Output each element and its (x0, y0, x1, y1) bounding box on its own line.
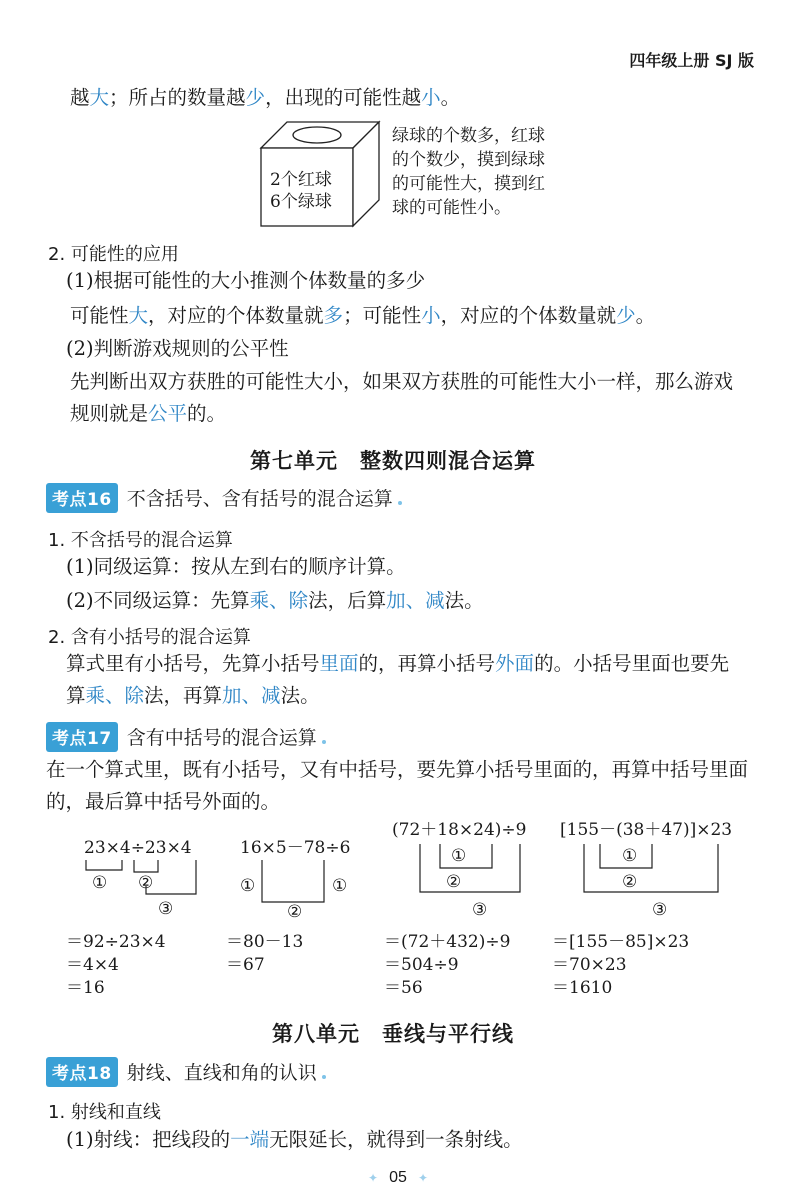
example-1-step-2: ＝4×4 (66, 955, 119, 975)
example-2-step-1: ＝80－13 (226, 932, 304, 952)
example-2-expression: 16×5－78÷6 (240, 838, 351, 858)
kp17-line2: 的，最后算中括号外面的。 (46, 790, 281, 813)
box-label-green: 6个绿球 (270, 192, 332, 212)
example-3-step-mark-3: ③ (472, 900, 488, 920)
kp18-item1: 1. 射线和直线 (48, 1102, 161, 1123)
kp16-title: 不含括号、含有括号的混合运算 (126, 488, 393, 510)
page-number: 05 (389, 1169, 407, 1186)
example-4-expression: [155－(38＋47)]×23 (560, 820, 733, 840)
example-3-step-1: ＝(72＋432)÷9 (384, 932, 511, 952)
example-4-step-2: ＝70×23 (552, 955, 627, 975)
deco-dot (322, 740, 326, 744)
example-1-step-mark-3: ③ (158, 899, 174, 919)
deco-dot (398, 501, 402, 505)
kp16-item2a: 算式里有小括号，先算小括号里面的，再算小括号外面的。小括号里面也要先 (66, 652, 730, 675)
section2-line2: 先判断出双方获胜的可能性大小，如果双方获胜的可能性大小一样，那么游戏 (70, 370, 734, 393)
deco-dot (322, 1075, 326, 1079)
kp18-badge: 考点18 (46, 1057, 118, 1087)
box-note-3: 的可能性大，摸到红 (392, 174, 545, 194)
kp17-heading (46, 722, 326, 752)
kp16-heading (46, 483, 402, 513)
example-2-step-mark-3: ② (287, 902, 303, 922)
footer-ornament-right: ✦ (418, 1171, 429, 1185)
kp18-item1a: (1)射线：把线段的一端无限延长，就得到一条射线。 (66, 1128, 523, 1151)
unit8-title: 第八单元 垂线与平行线 (272, 1022, 514, 1046)
example-4-step-3: ＝1610 (552, 978, 613, 998)
example-3-step-2: ＝504÷9 (384, 955, 459, 975)
footer-ornament-left: ✦ (368, 1171, 379, 1185)
kp18-title: 射线、直线和角的认识 (126, 1062, 317, 1084)
kp17-line1: 在一个算式里，既有小括号，又有中括号，要先算小括号里面的，再算中括号里面 (46, 758, 749, 781)
kp16-badge: 考点16 (46, 483, 118, 513)
example-4-step-mark-3: ③ (652, 900, 668, 920)
example-4-step-mark-2: ② (622, 872, 638, 892)
page-footer (368, 1167, 428, 1187)
grade-label: 四年级上册 SJ 版 (629, 51, 754, 70)
kp16-item1: 1. 不含括号的混合运算 (48, 530, 233, 551)
example-1-step-1: ＝92÷23×4 (66, 932, 166, 952)
box-note-1: 绿球的个数多，红球 (392, 126, 545, 146)
example-1-expression: 23×4÷23×4 (84, 838, 192, 858)
example-4-step-mark-1: ① (622, 846, 638, 866)
example-1-step-3: ＝16 (66, 978, 105, 998)
example-2-step-mark-2: ① (332, 876, 348, 896)
kp18-heading (46, 1057, 326, 1087)
example-1-step-mark-2: ② (138, 873, 154, 893)
subsection-1: (1)根据可能性的大小推测个体数量的多少 (66, 269, 426, 292)
example-4-brackets (560, 840, 730, 918)
section2-line1: 可能性大，对应的个体数量就多；可能性小，对应的个体数量就少。 (70, 304, 656, 327)
kp17-badge: 考点17 (46, 722, 118, 752)
example-2-step-mark-1: ① (240, 876, 256, 896)
box-label-red: 2个红球 (270, 170, 332, 190)
example-3-step-3: ＝56 (384, 978, 423, 998)
kp16-item1a: (1)同级运算：按从左到右的顺序计算。 (66, 555, 406, 578)
unit7-title: 第七单元 整数四则混合运算 (250, 449, 536, 473)
kp16-item2b: 算乘、除法，再算加、减法。 (66, 684, 320, 707)
example-2-step-2: ＝67 (226, 955, 265, 975)
example-3-step-mark-1: ① (451, 846, 467, 866)
example-3-step-mark-2: ② (446, 872, 462, 892)
kp17-title: 含有中括号的混合运算 (126, 727, 317, 749)
example-4-step-1: ＝[155－85]×23 (552, 932, 690, 952)
kp16-item2: 2. 含有小括号的混合运算 (48, 627, 251, 648)
example-3-expression: (72＋18×24)÷9 (392, 820, 527, 840)
example-1-step-mark-1: ① (92, 873, 108, 893)
kp16-item1b: (2)不同级运算：先算乘、除法，后算加、减法。 (66, 589, 484, 612)
intro-line: 越大；所占的数量越少，出现的可能性越小。 (70, 86, 461, 109)
section2-line3: 规则就是公平的。 (70, 402, 227, 425)
section-title-application: 2. 可能性的应用 (48, 244, 179, 265)
subsection-2: (2)判断游戏规则的公平性 (66, 337, 289, 360)
box-note-4: 球的可能性小。 (392, 198, 511, 218)
box-note-2: 的个数少，摸到绿球 (392, 150, 545, 170)
